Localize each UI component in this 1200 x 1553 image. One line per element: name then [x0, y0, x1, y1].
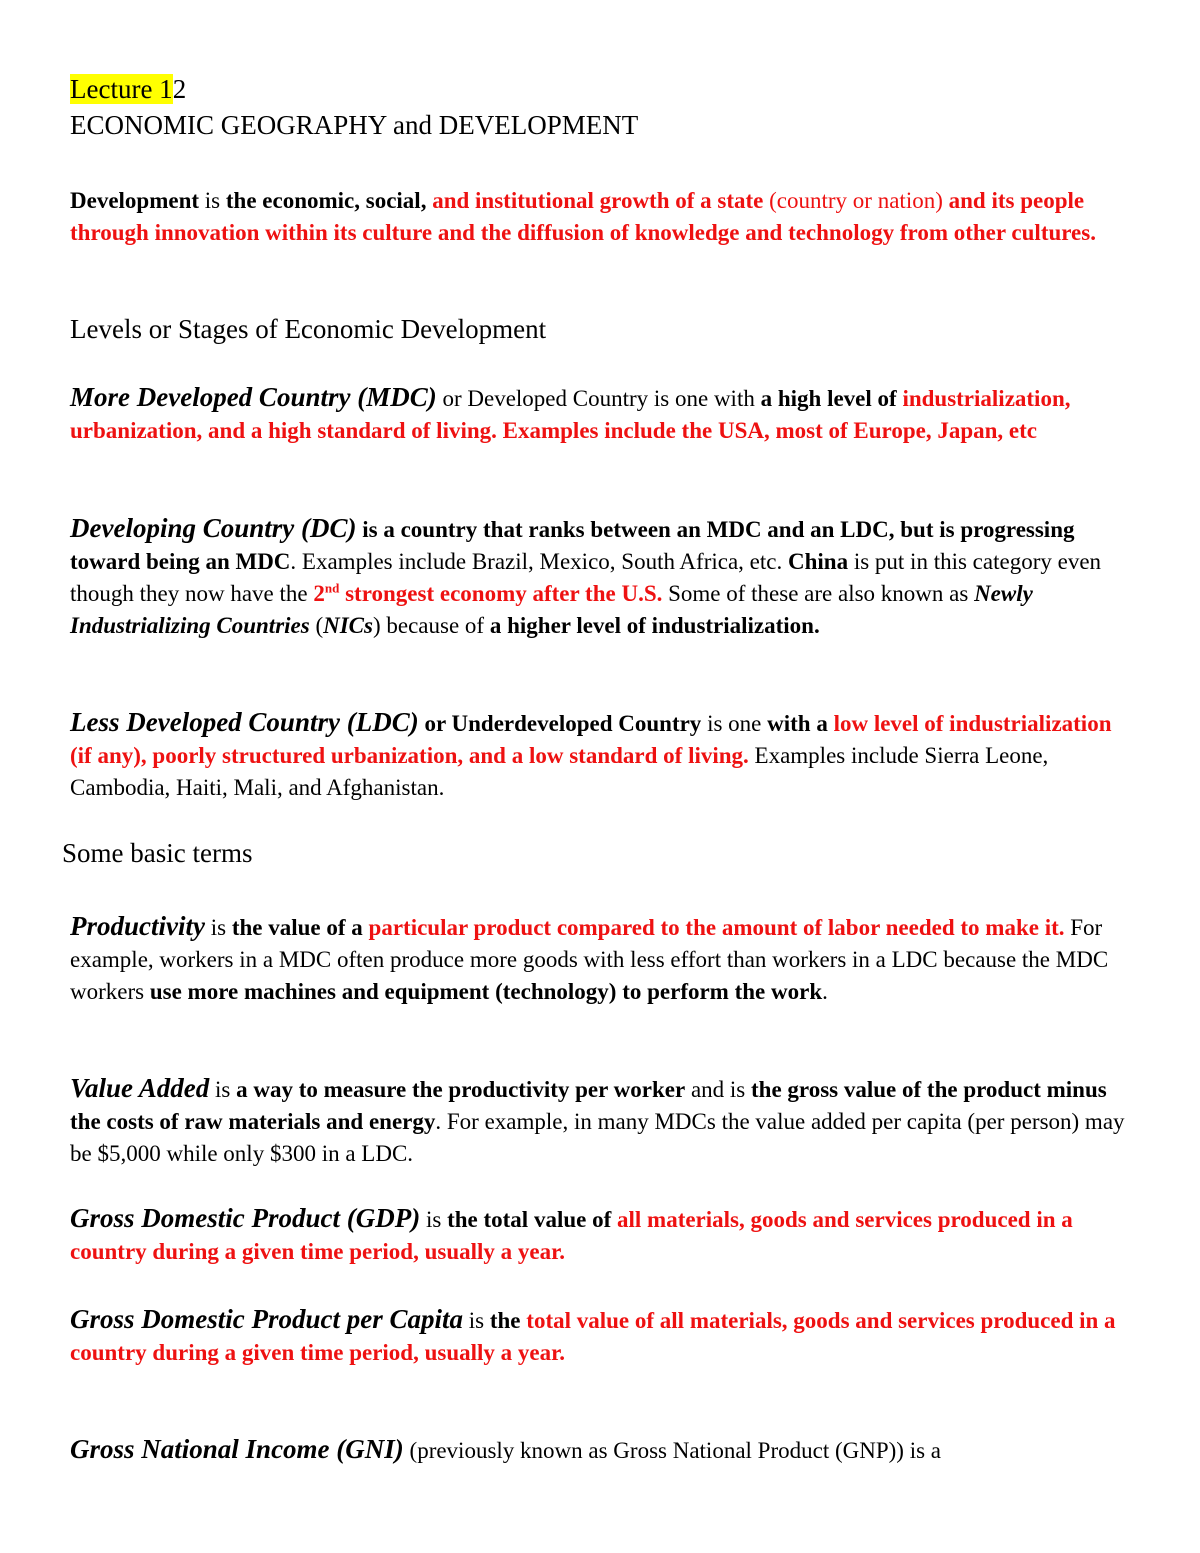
text-run: a way to measure the productivity per worker — [236, 1077, 686, 1102]
lecture-title — [70, 72, 1135, 106]
text-run: low level of industrialization (if any), poorly structured urbanization, and a low standard of living. — [70, 711, 1112, 768]
superscript: nd — [324, 580, 340, 596]
text-run: and institutional growth of a state — [432, 188, 764, 213]
text-run: . Examples include Brazil, Mexico, South Africa, etc. — [290, 549, 788, 574]
text-run: all materials, goods and services produced in a country during a given time period, usually a year. — [70, 1207, 1073, 1264]
text-run: . — [822, 979, 828, 1004]
gni-term: Gross National Income (GNI) — [70, 1434, 404, 1464]
value-added-definition — [70, 1072, 1135, 1170]
text-run: a high level of — [760, 386, 897, 411]
gdp-term: Gross Domestic Product (GDP) — [70, 1203, 421, 1233]
productivity-definition — [70, 910, 1135, 1008]
text-run: the total value of — [447, 1207, 612, 1232]
lecture-title-highlighted: Lecture 1 — [70, 74, 173, 104]
text-run: ) because of — [372, 613, 490, 638]
text-run: 2 — [313, 581, 325, 606]
text-run: total value of all materials, goods and services produced in a country during a given time period, usually a year. — [70, 1308, 1116, 1365]
development-definition — [70, 185, 1135, 249]
text-run: ( — [309, 613, 324, 638]
productivity-term: Productivity — [70, 911, 205, 941]
dc-term: Developing Country (DC) — [70, 513, 357, 543]
text-run: is — [209, 1077, 237, 1102]
text-run: strongest economy after the U.S. — [339, 581, 663, 606]
ldc-term: Less Developed Country (LDC) — [70, 707, 419, 737]
gni-definition — [70, 1433, 1135, 1467]
gdp-per-capita-definition — [70, 1303, 1135, 1369]
text-run: and its people through innovation within its culture and the diffusion of knowledge and technology from other cultures. — [70, 188, 1096, 245]
text-run: use more machines and equipment (technology) to perform the work — [149, 979, 823, 1004]
text-run: the value of a — [231, 915, 363, 940]
value-added-term: Value Added — [70, 1073, 210, 1103]
text-run: . For example, in many MDCs the value added per capita (per person) may be $5,000 while only $300 in a LDC. — [70, 1109, 1125, 1166]
development-term: Development — [70, 188, 200, 213]
text-run: a higher level of industrialization. — [489, 613, 820, 638]
dc-definition — [70, 512, 1135, 642]
text-run: or Underdeveloped Country — [418, 711, 702, 736]
text-run: is a country that ranks between an MDC and an LDC, but is progressing toward being an MDC — [70, 517, 1075, 574]
basic-terms-heading: Some basic terms — [62, 838, 253, 868]
mdc-term: More Developed Country (MDC) — [70, 382, 437, 412]
ldc-definition — [70, 706, 1135, 804]
text-run: with a — [767, 711, 828, 736]
gdp-definition — [70, 1202, 1135, 1268]
text-run: (previously known as Gross National Product (GNP)) is a — [403, 1438, 942, 1463]
text-run: is one — [701, 711, 768, 736]
gdp-per-capita-term: Gross Domestic Product per Capita — [70, 1304, 464, 1334]
text-run: Examples include Sierra Leone, Cambodia, Haiti, Mali, and Afghanistan. — [70, 743, 1049, 800]
lecture-subtitle: ECONOMIC GEOGRAPHY and DEVELOPMENT — [70, 110, 639, 140]
text-run: is put in this category even though they now have the — [70, 549, 1102, 606]
text-run: China — [787, 549, 849, 574]
text-run: is — [463, 1308, 490, 1333]
mdc-definition — [70, 381, 1135, 447]
text-run: or Developed Country is one with — [436, 386, 761, 411]
text-run: the — [489, 1308, 521, 1333]
text-run: and is — [685, 1077, 752, 1102]
levels-heading: Levels or Stages of Economic Development — [70, 314, 547, 344]
lecture-title-rest: 2 — [172, 74, 187, 104]
text-run: is — [420, 1207, 448, 1232]
text-run: Newly Industrializing Countries — [70, 581, 1033, 638]
text-run: the economic, social, — [225, 188, 433, 213]
text-run: the gross value of the product minus the costs of raw materials and energy — [70, 1077, 1107, 1134]
text-run: is — [199, 188, 226, 213]
text-run: NICs — [323, 613, 373, 638]
text-run: is — [204, 915, 232, 940]
text-run: Some of these are also known as — [662, 581, 975, 606]
text-run: For example, workers in a MDC often produce more goods with less effort than workers in a LDC because the MDC workers — [70, 915, 1109, 1004]
text-run: industrialization, urbanization, and a high standard of living. Examples include the USA, most of Europe, Japan, etc — [70, 386, 1071, 443]
text-run: particular product compared to the amount of labor needed to make it. — [362, 915, 1065, 940]
text-run: (country or nation) — [763, 188, 949, 213]
